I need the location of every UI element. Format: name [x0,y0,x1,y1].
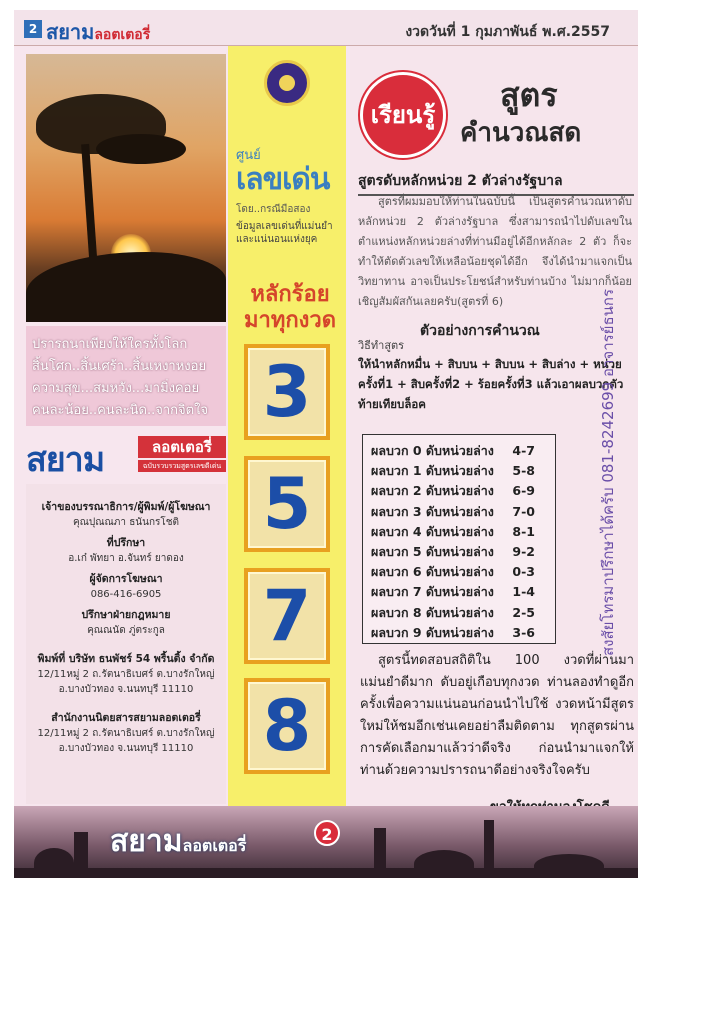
tree-canopy-lower [96,134,186,164]
ground-silhouette [14,868,638,878]
lucky-number: 3 [262,351,312,433]
lucky-number-box [244,568,330,664]
row-label: ผลบวก 5 ดับหน่วยล่าง [371,544,494,560]
center-note: ข้อมูลเลขเด่นที่แม่นยำ และแน่นอนแห่งยุค [236,221,333,245]
row-label: ผลบวก 8 ดับหน่วยล่าง [371,604,494,620]
center-title-big: เลขเด่น [236,162,330,197]
row-label: ผลบวก 9 ดับหน่วยล่าง [371,624,494,640]
poem-box [26,326,226,426]
office-line: อ.บางบัวทอง จ.นนทบุรี 11110 [58,743,194,754]
center-author: โดย..กรณีมือสอง [236,204,311,215]
row-value: 5-8 [512,463,535,479]
lucky-number-column [228,46,346,808]
hundreds-line-2: มาทุกงวด [243,308,337,333]
row-value: 7-0 [512,503,535,519]
printer-line: พิมพ์ที่ บริษัท ธนพัชร์ 54 พริ้นติ้ง จำกัด [37,653,215,665]
masthead-name: สยาม [26,440,105,480]
row-value: 9-2 [512,544,535,560]
credit-name: คุณปุณณภา ธนันกรโชติ [72,517,180,528]
footer-brand [110,818,246,865]
example-title: ตัวอย่างการคำนวณ [420,323,540,339]
learn-badge: เรียนรู้ [360,72,446,158]
formula-table [362,434,556,644]
row-value: 6-9 [512,483,535,499]
table-row [371,502,547,522]
row-label: ผลบวก 3 ดับหน่วยล่าง [371,503,494,519]
magazine-page [14,10,638,878]
credit-name: 086-416-6905 [90,589,162,600]
lucky-number-box [244,678,330,774]
header-brand-sub: ลอตเตอรี่ [94,27,151,43]
office-line: สำนักงานนิตยสารสยามลอตเตอรี่ [51,712,201,724]
article-intro: สูตรที่ผมมอบให้ท่านในฉบับนี้ เป็นสูตรคำนวณหาดับหลักหน่วย 2 ตัวล่างรัฐบาล ซึ่งสามารถนำไปดับเลขในตำแหน่งหลักหน่วยล่างที่ท่านมีอยู่ได้อีกหลักละ 2 ตัว ก็จะทำให้ตัดตัวเลขให้เหลือน้อยชุดได้อีก จึงได้นำมาแจกเป็นวิทยาทาน อาจเป็นประโยชน์สำหรับท่านบ้าง ไม่มากก็น้อย เชิญสัมผัสกันเลยครับ(สูตรที่ 6) [358,195,632,308]
masthead-tagline: ฉบับรวบรวมสูตรเลขดีเด่น [138,460,226,472]
printer-line: อ.บางบัวทอง จ.นนทบุรี 11110 [58,684,194,695]
hill-silhouette [26,252,226,322]
row-value: 8-1 [512,523,535,539]
row-value: 1-4 [512,584,535,600]
table-row [371,441,547,461]
table-row [371,582,547,602]
lucky-number: 8 [262,685,312,767]
hundreds-line-1: หลักร้อย [250,282,330,307]
contact-vertical-text: สงสัยโทรมาปรึกษาได้ครับ 081-8242699 อาจารย์ธนกร [599,288,617,656]
row-label: ผลบวก 2 ดับหน่วยล่าง [371,483,494,499]
credits-box [26,484,226,804]
sunset-photo [26,54,226,322]
row-label: ผลบวก 4 ดับหน่วยล่าง [371,523,494,539]
article-subheading: สูตรดับหลักหน่วย 2 ตัวล่างรัฐบาล [358,170,634,196]
row-label: ผลบวก 0 ดับหน่วยล่าง [371,443,494,458]
formula-article [350,46,638,808]
article-conclusion: สูตรนี้ทดสอบสถิติใน 100 งวดที่ผ่านมา แม่นยำดีมาก ดับอยู่เกือบทุกงวด ท่านลองทำดูอีกครั้งเพื่อความแน่นอนก่อนนำไปใช้ งวดหน้ามีสูตรใหม่ให้ชมอีกเช่นเคยอย่าลืมติดตาม ทุกสูตรผ่านการคัดเลือกมาแล้วว่าดีจริง ก่อนนำมาแจกให้ท่านด้วยความปรารถนาดีอย่างจริงใจครับ [360,653,634,778]
table-row [371,461,547,481]
issue-date: งวดวันที่ 1 กุมภาพันธ์ พ.ศ.2557 [405,24,610,40]
page-header [14,10,638,46]
headline-formula: สูตร [500,76,558,114]
lucky-number: 5 [262,463,312,545]
credit-role: ที่ปรึกษา [106,537,146,549]
poem-line: ปรารถนาเพียงให้ใครทั้งโลก [32,337,188,352]
credit-role: เจ้าของบรรณาธิการ/ผู้พิมพ์/ผู้โฆษณา [41,501,211,513]
method-label: วิธีทำสูตร [358,339,405,352]
office-info [26,711,226,756]
masthead-logo [26,432,226,478]
poem-line: สิ้นโศก..สิ้นเศร้า..สิ้นเหงาหงอย [32,359,207,374]
headline-calculate: คำนวณสด [460,118,582,148]
lucky-number-box [244,344,330,440]
poem-line: คนละน้อย..คนละนิด..จากจิตใจ [32,403,209,418]
credit-name: คุณณนัด ภู่ตระกูล [87,625,165,636]
row-value: 4-7 [512,443,535,458]
footer-brand-sub: ลอตเตอรี่ [182,836,247,855]
lucky-number: 7 [262,575,312,657]
row-value: 3-6 [512,624,535,640]
row-value: 2-5 [512,604,535,620]
center-title-small: ศูนย์ [236,148,261,163]
header-brand-name: สยาม [46,20,95,44]
printer-line: 12/11หมู่ 2 ถ.รัตนาธิเบศร์ ต.บางรักใหญ่ [37,669,215,680]
credit-role: ผู้จัดการโฆษณา [89,573,163,585]
table-row [371,522,547,542]
table-row [371,542,547,562]
row-value: 0-3 [512,564,535,580]
header-brand [46,16,150,48]
row-label: ผลบวก 7 ดับหน่วยล่าง [371,584,494,600]
page-footer [14,806,638,878]
footer-page-number: 2 [314,820,340,846]
lucky-number-box [244,456,330,552]
page-number-badge: 2 [24,20,42,38]
emblem-icon [264,60,310,106]
table-row [371,623,547,643]
row-label: ผลบวก 6 ดับหน่วยล่าง [371,564,494,580]
table-row [371,562,547,582]
row-label: ผลบวก 1 ดับหน่วยล่าง [371,463,494,479]
poem-line: ความสุข...สมหวัง...มามิ่งคอย [32,381,200,396]
method-body: ให้นำหลักหมื่น + สิบบน + สิบบน + สิบล่าง + หน่วยครั้งที่1 + สิบครั้งที่2 + ร้อยครั้งที่3 แล้วเอาผลบวกตัวท้ายเทียบล็อค [358,357,624,411]
credit-name: อ.เก๋ พัทยา อ.จันทร์ ยาดอง [68,553,184,564]
table-row [371,603,547,623]
masthead-lottery: ลอตเตอรี่ [138,436,226,458]
credit-role: ปรึกษาฝ่ายกฎหมาย [81,609,171,621]
hundreds-heading [242,282,338,334]
table-row [371,481,547,501]
printer-info [26,652,226,697]
footer-brand-name: สยาม [110,824,183,859]
office-line: 12/11หมู่ 2 ถ.รัตนาธิเบศร์ ต.บางรักใหญ่ [37,728,215,739]
